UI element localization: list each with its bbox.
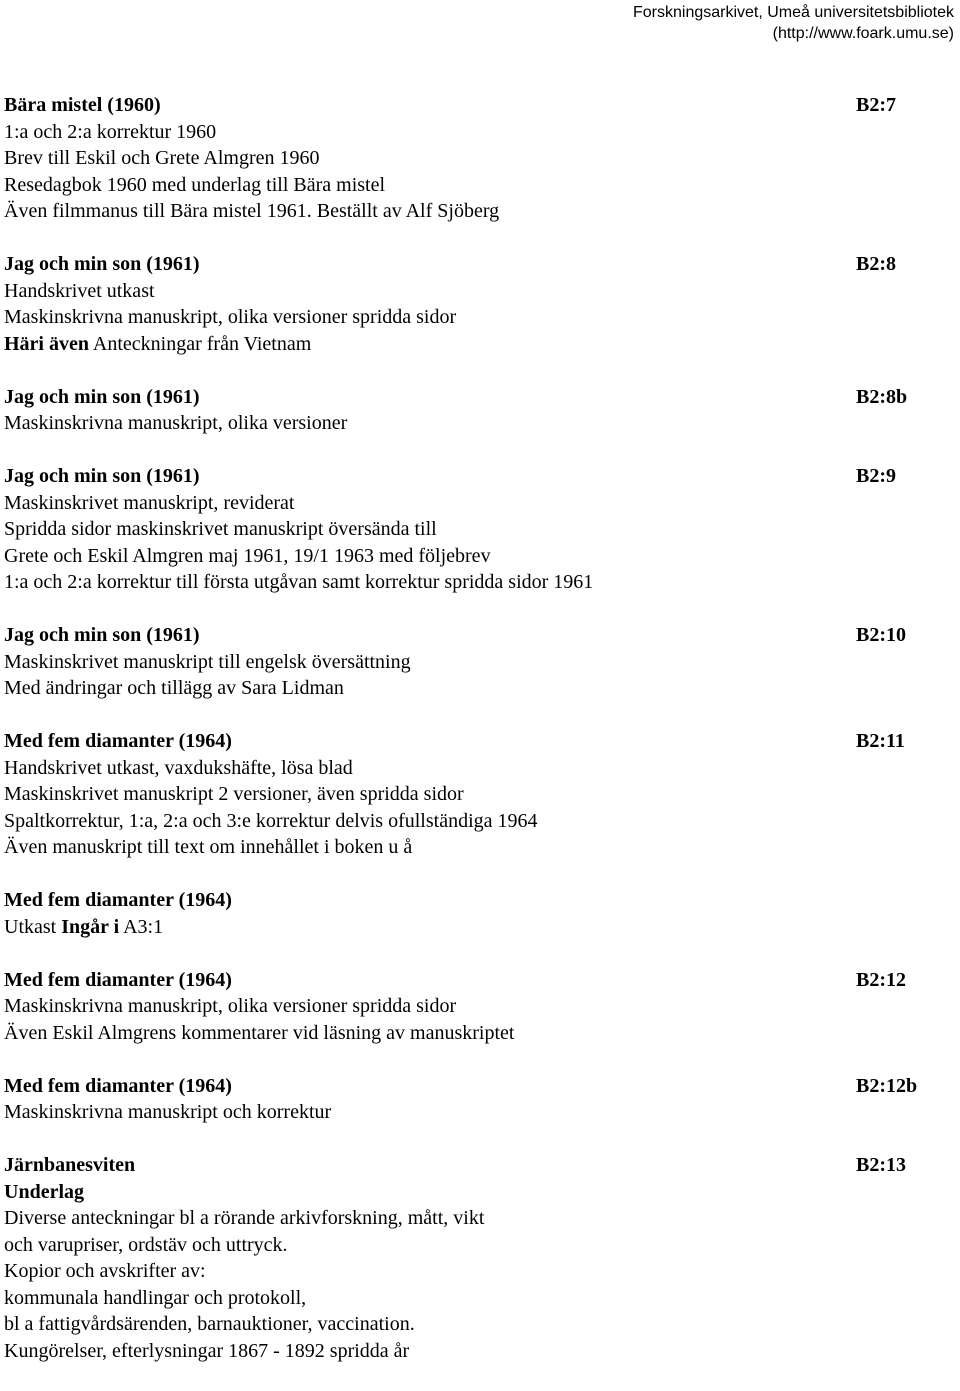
entry-title: Jag och min son (1961) bbox=[4, 465, 200, 487]
entry-jag-och-min-son-b2-9 bbox=[4, 463, 954, 596]
page-header bbox=[633, 2, 954, 44]
entry-note-text: Anteckningar från Vietnam bbox=[89, 332, 312, 355]
archive-name: Forskningsarkivet, Umeå universitetsbibliotek bbox=[632, 4, 954, 21]
entry-jag-och-min-son-b2-8b bbox=[4, 384, 954, 437]
entry-line: kommunala handlingar och protokoll, bbox=[4, 1286, 307, 1309]
entry-line: Spaltkorrektur, 1:a, 2:a och 3:e korrektur delvis ofullständiga 1964 bbox=[4, 809, 538, 832]
entry-jarnbanesviten bbox=[4, 1152, 954, 1364]
entry-med-fem-diamanter-utkast bbox=[4, 887, 954, 940]
entry-note-text: A3:1 bbox=[119, 915, 164, 938]
entry-line: Diverse anteckningar bl a rörande arkivforskning, mått, vikt bbox=[4, 1207, 485, 1229]
entry-line: 1:a och 2:a korrektur till första utgåvan samt korrektur spridda sidor 1961 bbox=[4, 571, 594, 593]
entry-title: Jag och min son (1961) bbox=[4, 385, 200, 408]
entry-line: Brev till Eskil och Grete Almgren 1960 bbox=[4, 147, 320, 169]
entry-ref: B2:12 bbox=[856, 968, 906, 991]
entry-ref: B2:12b bbox=[856, 1074, 918, 1097]
entry-line: 1:a och 2:a korrektur 1960 bbox=[4, 120, 217, 143]
entry-line: Även Eskil Almgrens kommentarer vid läsning av manuskriptet bbox=[4, 1021, 515, 1044]
entry-line: Maskinskrivna manuskript och korrektur bbox=[4, 1101, 332, 1123]
entry-line: Handskrivet utkast, vaxdukshäfte, lösa blad bbox=[4, 756, 353, 779]
entry-med-fem-diamanter-b2-12b bbox=[4, 1073, 954, 1126]
entry-ref: B2:10 bbox=[856, 624, 906, 646]
entry-ref: B2:11 bbox=[856, 730, 905, 752]
entry-line: Spridda sidor maskinskrivet manuskript översända till bbox=[4, 518, 437, 540]
entry-ref: B2:8 bbox=[856, 253, 896, 275]
entry-line: Resedagbok 1960 med underlag till Bära mistel bbox=[4, 173, 386, 196]
entry-title: Med fem diamanter (1964) bbox=[4, 889, 232, 911]
entry-line: Grete och Eskil Almgren maj 1961, 19/1 1963 med följebrev bbox=[4, 544, 491, 567]
entry-ref: B2:8b bbox=[856, 385, 908, 408]
entry-ref: B2:13 bbox=[856, 1154, 906, 1176]
entry-line: Maskinskrivna manuskript, olika versioner spridda sidor bbox=[4, 306, 457, 328]
entry-med-fem-diamanter-b2-12 bbox=[4, 967, 954, 1047]
entry-note bbox=[4, 331, 954, 358]
entry-title: Med fem diamanter (1964) bbox=[4, 968, 232, 991]
entry-subtitle: Underlag bbox=[4, 1180, 84, 1203]
entry-title: Järnbanesviten bbox=[4, 1154, 136, 1176]
entry-line: Även filmmanus till Bära mistel 1961. Beställt av Alf Sjöberg bbox=[4, 200, 500, 222]
entry-note-label: Häri även bbox=[4, 332, 89, 355]
entry-med-fem-diamanter-b2-11 bbox=[4, 728, 954, 861]
entry-line: Maskinskrivet manuskript, reviderat bbox=[4, 491, 295, 514]
entry-ref: B2:7 bbox=[856, 94, 896, 116]
entry-note bbox=[4, 914, 954, 941]
entry-note-label: Ingår i bbox=[61, 915, 120, 938]
entry-title: Med fem diamanter (1964) bbox=[4, 1074, 232, 1097]
archive-url: (http://www.foark.umu.se) bbox=[772, 25, 954, 42]
entry-title: Bära mistel (1960) bbox=[4, 94, 161, 116]
entry-line: Handskrivet utkast bbox=[4, 279, 155, 302]
entry-line: och varupriser, ordstäv och uttryck. bbox=[4, 1233, 288, 1256]
entry-line: Maskinskrivna manuskript, olika versioner spridda sidor bbox=[4, 995, 457, 1017]
entry-jag-och-min-son-b2-10 bbox=[4, 622, 954, 702]
entry-title: Med fem diamanter (1964) bbox=[4, 730, 232, 752]
entry-title: Jag och min son (1961) bbox=[4, 253, 200, 275]
entry-line: Även manuskript till text om innehållet i boken u å bbox=[4, 836, 413, 858]
entry-line: Maskinskrivet manuskript till engelsk översättning bbox=[4, 650, 411, 673]
entry-line: Maskinskrivet manuskript 2 versioner, även spridda sidor bbox=[4, 783, 464, 805]
entry-note-prefix: Utkast bbox=[4, 915, 62, 938]
entry-line: Maskinskrivna manuskript, olika versioner bbox=[4, 412, 348, 434]
entry-ref: B2:9 bbox=[856, 465, 896, 487]
entry-line: Kungörelser, efterlysningar 1867 - 1892 spridda år bbox=[4, 1339, 410, 1362]
document-body bbox=[4, 92, 954, 1391]
entry-line: Med ändringar och tillägg av Sara Lidman bbox=[4, 677, 344, 699]
entry-line: Kopior och avskrifter av: bbox=[4, 1260, 206, 1282]
entry-jag-och-min-son-b2-8 bbox=[4, 251, 954, 357]
entry-bara-mistel bbox=[4, 92, 954, 225]
entry-title: Jag och min son (1961) bbox=[4, 624, 200, 646]
entry-line: bl a fattigvårdsärenden, barnauktioner, vaccination. bbox=[4, 1313, 415, 1335]
